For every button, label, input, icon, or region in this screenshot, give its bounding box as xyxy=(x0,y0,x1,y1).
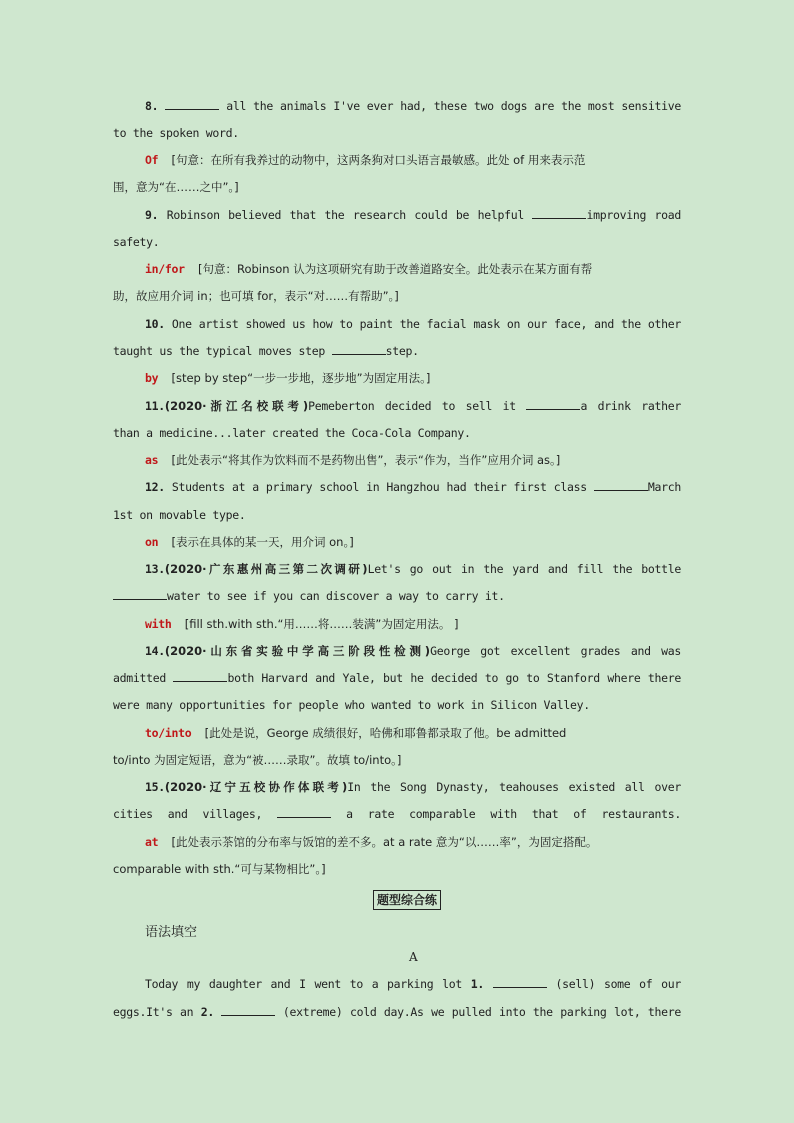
answer-blank xyxy=(532,207,586,219)
q10-line1: 10. One artist showed us how to paint the facial mask on our face, and the other xyxy=(145,317,681,331)
q11-line1: 11.(2020·浙江名校联考)Pemeberton decided to sell it a drink rather xyxy=(145,399,682,413)
q9-explanation-cont: 助，故应用介词 in；也可填 for，表示“对……有帮助”。] xyxy=(113,289,399,303)
q15-line1: 15.(2020·辽宁五校协作体联考)In the Song Dynasty, teahouses existed all over xyxy=(145,780,681,794)
answer-blank xyxy=(594,479,648,491)
answer-blank xyxy=(332,343,386,355)
q12-answer: on [表示在具体的某一天，用介词 on。] xyxy=(145,535,354,549)
passage-line2: eggs.It's an 2. (extreme) cold day.As we pulled into the parking lot, there xyxy=(113,1005,682,1019)
answer-blank xyxy=(526,398,580,410)
q14-answer: to/into [此处是说，George 成绩很好，哈佛和耶鲁都录取了他。be admitted xyxy=(145,726,567,740)
q14-line3: were many opportunities for people who wanted to work in Silicon Valley. xyxy=(113,698,590,712)
q10-line2: taught us the typical moves step step. xyxy=(113,344,419,358)
q8-explanation-cont: 围，意为“在……之中”。] xyxy=(113,180,239,194)
answer-blank xyxy=(277,806,331,818)
answer-blank xyxy=(493,976,547,988)
q9-answer: in/for [句意：Robinson 认为这项研究有助于改善道路安全。此处表示在某方面有帮 xyxy=(145,262,593,276)
q11-answer: as [此处表示“将其作为饮料而不是药物出售”，表示“作为，当作”应用介词 as。] xyxy=(145,453,561,467)
q14-line2: admitted both Harvard and Yale, but he decided to go to Stanford where there xyxy=(113,671,682,685)
q11-line2: than a medicine...later created the Coca-Cola Company. xyxy=(113,426,471,440)
q15-answer: at [此处表示茶馆的分布率与饭馆的差不多。at a rate 意为“以……率”，为固定搭配。 xyxy=(145,835,598,849)
q9-line1: 9. Robinson believed that the research could be helpful improving road xyxy=(145,208,682,222)
q14-explanation-cont: to/into 为固定短语，意为“被……录取”。故填 to/into。] xyxy=(113,753,402,767)
q8-line1: 8. all the animals I've ever had, these two dogs are the most sensitive xyxy=(145,99,682,113)
q13-answer: with [fill sth.with sth.“用……将……装满”为固定用法。 ] xyxy=(145,617,459,631)
answer-blank xyxy=(113,588,167,600)
answer-blank xyxy=(165,98,219,110)
q14-line1: 14.(2020·山东省实验中学高三阶段性检测)George got excellent grades and was xyxy=(145,644,682,658)
q15-line2: cities and villages, a rate comparable with that of restaurants. xyxy=(113,807,681,821)
passage-label: A xyxy=(409,950,418,964)
q8-line2: to the spoken word. xyxy=(113,126,239,140)
q13-line2: water to see if you can discover a way to carry it. xyxy=(113,588,681,604)
q9-line2: safety. xyxy=(113,235,160,249)
section-heading: 题型综合练 xyxy=(373,890,441,910)
q13-line1: 13.(2020·广东惠州高三第二次调研)Let's go out in the yard and fill the bottle xyxy=(145,562,681,576)
q12-line1: 12. Students at a primary school in Hangzhou had their first class March xyxy=(145,480,681,494)
answer-blank xyxy=(173,670,227,682)
q10-answer: by [step by step“一步一步地，逐步地”为固定用法。] xyxy=(145,371,431,385)
q12-line2: 1st on movable type. xyxy=(113,508,246,522)
q8-answer: Of [句意：在所有我养过的动物中，这两条狗对口头语言最敏感。此处 of 用来表示范 xyxy=(145,153,586,167)
passage-line1: Today my daughter and I went to a parking lot 1. (sell) some of our xyxy=(145,977,682,991)
answer-blank xyxy=(221,1004,275,1016)
subsection-heading: 语法填空 xyxy=(145,925,198,940)
q15-explanation-cont: comparable with sth.“可与某物相比”。] xyxy=(113,862,326,876)
